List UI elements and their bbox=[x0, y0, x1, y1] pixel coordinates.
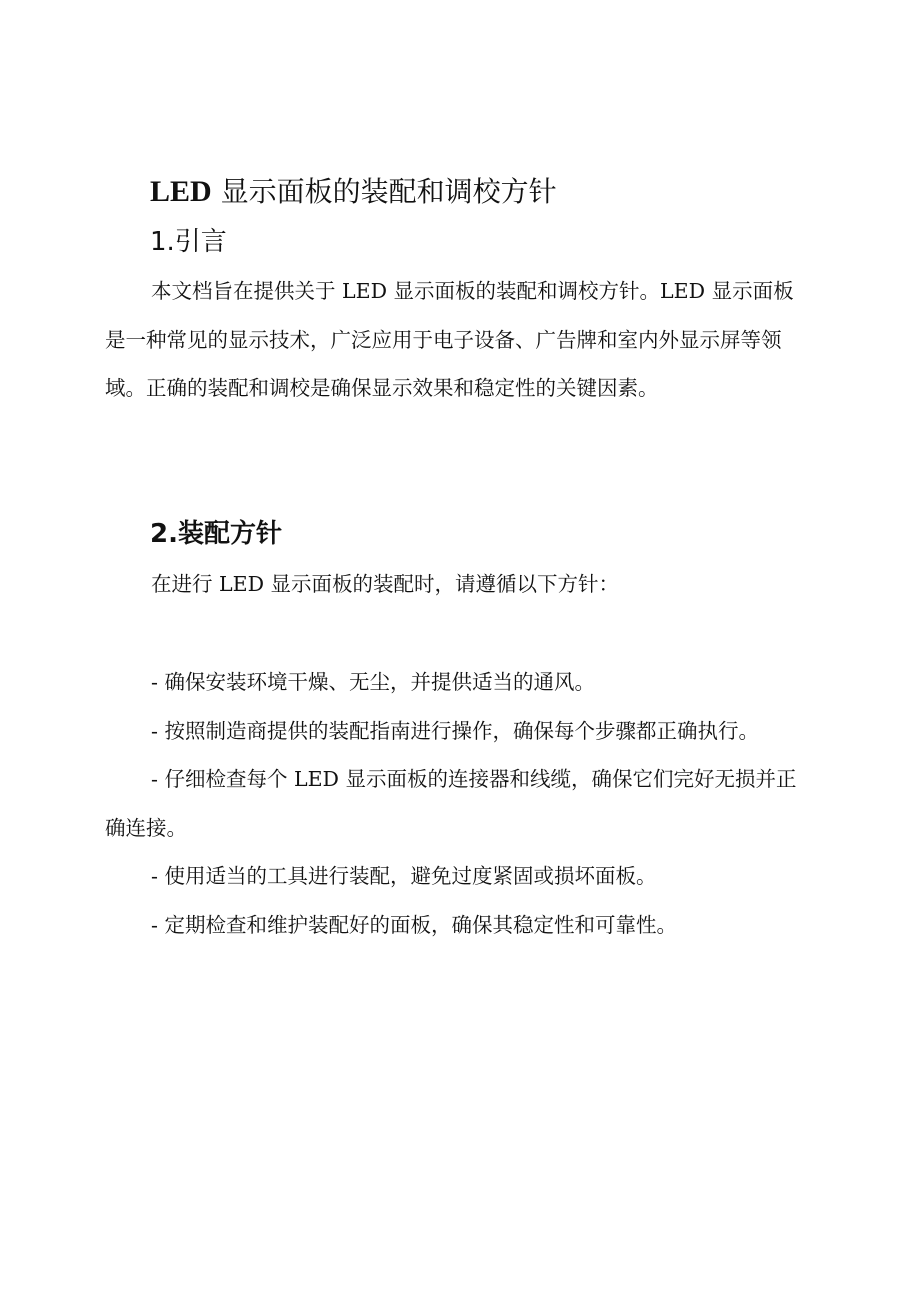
list-item: - 定期检查和维护装配好的面板，确保其稳定性和可靠性。 bbox=[151, 912, 677, 937]
title-text: 显示面板的装配和调校方针 bbox=[211, 175, 557, 208]
assembly-guideline-list bbox=[105, 658, 805, 949]
section-heading-assembly: 2.装配方针 bbox=[150, 519, 282, 549]
document-title bbox=[150, 170, 830, 214]
assembly-lead-paragraph: 在进行 LED 显示面板的装配时，请遵循以下方针： bbox=[151, 572, 620, 596]
list-item: - 按照制造商提供的装配指南进行操作，确保每个步骤都正确执行。 bbox=[151, 718, 759, 743]
list-item: - 确保安装环境干燥、无尘，并提供适当的通风。 bbox=[151, 670, 595, 694]
section-heading-intro: 1.引言 bbox=[150, 227, 227, 257]
list-item: - 使用适当的工具进行装配，避免过度紧固或损坏面板。 bbox=[151, 864, 657, 888]
intro-paragraph: 本文档旨在提供关于 LED 显示面板的装配和调校方针。LED 显示面板是一种常见的显示技术，广泛应用于电子设备、广告牌和室内外显示屏等领域。正确的装配和调校是确保显示效果和稳定性的关键因素。 bbox=[105, 279, 794, 400]
list-item: - 仔细检查每个 LED 显示面板的连接器和线缆，确保它们完好无损并正确连接。 bbox=[105, 767, 797, 840]
title-latin: LED bbox=[150, 175, 212, 208]
